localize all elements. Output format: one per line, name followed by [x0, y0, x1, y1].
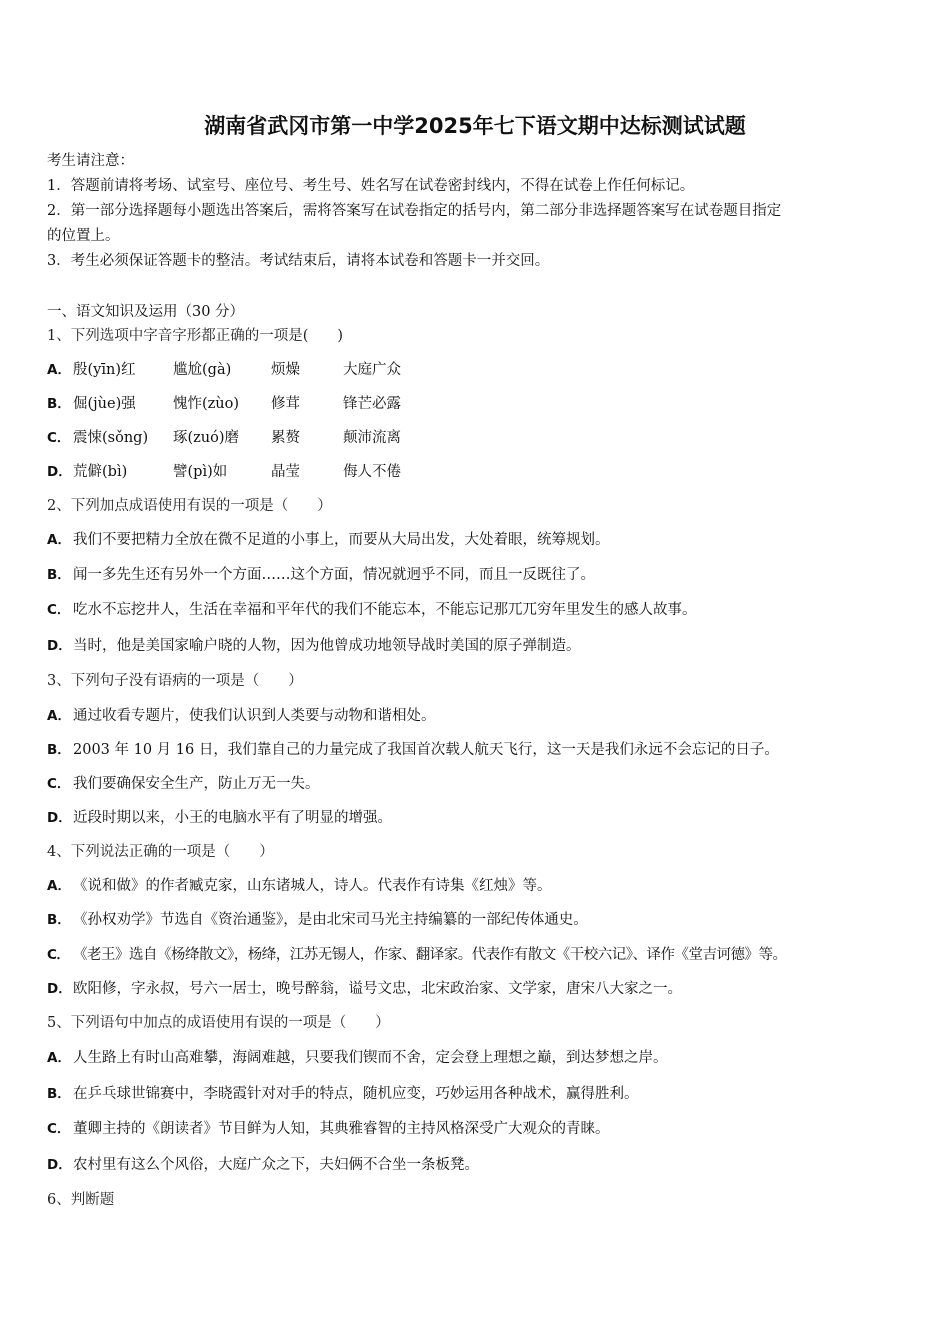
question-5-option-c [47, 1117, 610, 1141]
question-5-option-a [47, 1046, 668, 1070]
question-4-stem: 4、下列说法正确的一项是（ ） [47, 844, 274, 860]
option-cell: 愧怍(zùo) [173, 396, 240, 412]
question-3-option-a [47, 704, 436, 728]
option-text: 《老王》选自《杨绛散文》，杨绛，江苏无锡人，作家、翻译家。代表作有散文《干校六记》、译作《堂吉诃德》等。 [73, 947, 787, 963]
question-4-option-b [47, 908, 588, 932]
option-letter: B． [47, 912, 71, 928]
question-5-stem: 5、下列语句中加点的成语使用有误的一项是（ ） [47, 1015, 390, 1031]
option-cell: 晶莹 [271, 464, 300, 480]
option-cell: 殷(yīn)红 [73, 362, 136, 378]
option-text: 近段时期以来，小王的电脑水平有了明显的增强。 [73, 810, 392, 826]
question-4-option-c [47, 943, 787, 967]
question-2-option-a [47, 528, 610, 552]
question-3-option-c [47, 772, 320, 796]
option-letter: D． [47, 810, 72, 826]
option-cell: 累赘 [271, 430, 300, 446]
option-text: 农村里有这么个风俗，大庭广众之下，夫妇俩不合坐一条板凳。 [73, 1157, 479, 1173]
option-letter: A． [47, 878, 71, 894]
option-text: 董卿主持的《朗读者》节目鲜为人知，其典雅睿智的主持风格深受广大观众的青睐。 [73, 1121, 610, 1137]
option-letter: D． [47, 1157, 72, 1173]
option-text: 当时，他是美国家喻户晓的人物，因为他曾成功地领导战时美国的原子弹制造。 [73, 638, 581, 654]
question-4-option-d [47, 977, 682, 1001]
option-letter: D． [47, 464, 72, 480]
option-letter: B． [47, 742, 71, 758]
question-2-option-d [47, 634, 581, 658]
question-2-option-b [47, 563, 595, 587]
option-letter: A． [47, 532, 71, 548]
question-3-option-b [47, 738, 779, 762]
question-3-option-d [47, 806, 392, 830]
question-1-option-b [47, 392, 463, 416]
option-cell: 大庭广众 [343, 362, 401, 378]
option-text: 我们不要把精力全放在微不足道的小事上，而要从大局出发，大处着眼，统筹规划。 [73, 532, 610, 548]
option-cell: 荒僻(bì) [73, 464, 128, 480]
option-text: 2003 年 10 月 16 日，我们靠自己的力量完成了我国首次载人航天飞行，这一天是我们永远不会忘记的日子。 [73, 742, 779, 758]
question-4-option-a [47, 874, 552, 898]
notice-item-1: 1．答题前请将考场、试室号、座位号、考生号、姓名写在试卷密封线内，不得在试卷上作任何标记。 [47, 178, 695, 194]
option-cell: 譬(pì)如 [173, 464, 228, 480]
option-text: 欧阳修，字永叔，号六一居士，晚号醉翁，谥号文忠，北宋政治家、文学家，唐宋八大家之一。 [73, 981, 682, 997]
question-5-option-d [47, 1153, 479, 1177]
option-cell: 烦燥 [271, 362, 300, 378]
question-1-option-a [47, 358, 463, 382]
option-cell: 颠沛流离 [343, 430, 401, 446]
notice-item-2: 2．第一部分选择题每小题选出答案后，需将答案写在试卷指定的括号内，第二部分非选择题答案写在试卷题目指定 [47, 203, 782, 219]
question-2-option-c [47, 598, 697, 622]
option-letter: C． [47, 1121, 71, 1137]
question-3-stem: 3、下列句子没有语病的一项是（ ） [47, 673, 303, 689]
section-heading: 一、语文知识及运用（30 分） [47, 304, 245, 320]
option-letter: C． [47, 602, 71, 618]
question-2-stem: 2、下列加点成语使用有误的一项是（ ） [47, 498, 332, 514]
option-letter: B． [47, 567, 71, 583]
option-letter: D． [47, 981, 72, 997]
option-text: 《孙权劝学》节选自《资治通鉴》，是由北宋司马光主持编纂的一部纪传体通史。 [73, 912, 588, 928]
option-text: 吃水不忘挖井人，生活在幸福和平年代的我们不能忘本，不能忘记那兀兀穷年里发生的感人故事。 [73, 602, 697, 618]
option-cell: 锋芒必露 [343, 396, 401, 412]
option-cell: 倔(jùe)强 [73, 396, 136, 412]
option-text: 通过收看专题片，使我们认识到人类要与动物和谐相处。 [73, 708, 436, 724]
option-letter: B． [47, 1086, 71, 1102]
question-6-stem: 6、判断题 [47, 1192, 115, 1208]
option-cell: 修茸 [271, 396, 300, 412]
option-letter: A． [47, 1050, 71, 1066]
option-cell: 侮人不倦 [343, 464, 401, 480]
option-letter: C． [47, 430, 71, 446]
option-cell: 尴尬(gà) [173, 362, 232, 378]
notice-heading: 考生请注意： [47, 153, 134, 169]
option-letter: D． [47, 638, 72, 654]
option-letter: B． [47, 396, 71, 412]
question-5-option-b [47, 1082, 639, 1106]
notice-item-2-cont: 的位置上。 [47, 228, 120, 244]
page-title: 湖南省武冈市第一中学2025年七下语文期中达标测试试题 [204, 114, 746, 138]
question-1-option-d [47, 460, 463, 484]
option-letter: A． [47, 362, 71, 378]
option-text: 《说和做》的作者臧克家，山东诸城人，诗人。代表作有诗集《红烛》等。 [73, 878, 552, 894]
notice-block [47, 149, 907, 274]
option-text: 我们要确保安全生产，防止万无一失。 [73, 776, 320, 792]
question-1-stem: 1、下列选项中字音字形都正确的一项是( ) [47, 328, 344, 344]
option-text: 闻一多先生还有另外一个方面……这个方面，情况就迥乎不同，而且一反既往了。 [73, 567, 595, 583]
option-text: 在乒乓球世锦赛中，李晓霞针对对手的特点，随机应变，巧妙运用各种战术，赢得胜利。 [73, 1086, 639, 1102]
option-letter: C． [47, 947, 70, 963]
question-1-option-c [47, 426, 463, 450]
option-text: 人生路上有时山高难攀，海阔难越，只要我们锲而不舍，定会登上理想之巅，到达梦想之岸。 [73, 1050, 668, 1066]
notice-item-3: 3．考生必须保证答题卡的整洁。考试结束后，请将本试卷和答题卡一并交回。 [47, 253, 550, 269]
option-cell: 琢(zuó)磨 [173, 430, 240, 446]
option-letter: C． [47, 776, 71, 792]
option-cell: 震悚(sǒng) [73, 430, 149, 446]
option-letter: A． [47, 708, 71, 724]
